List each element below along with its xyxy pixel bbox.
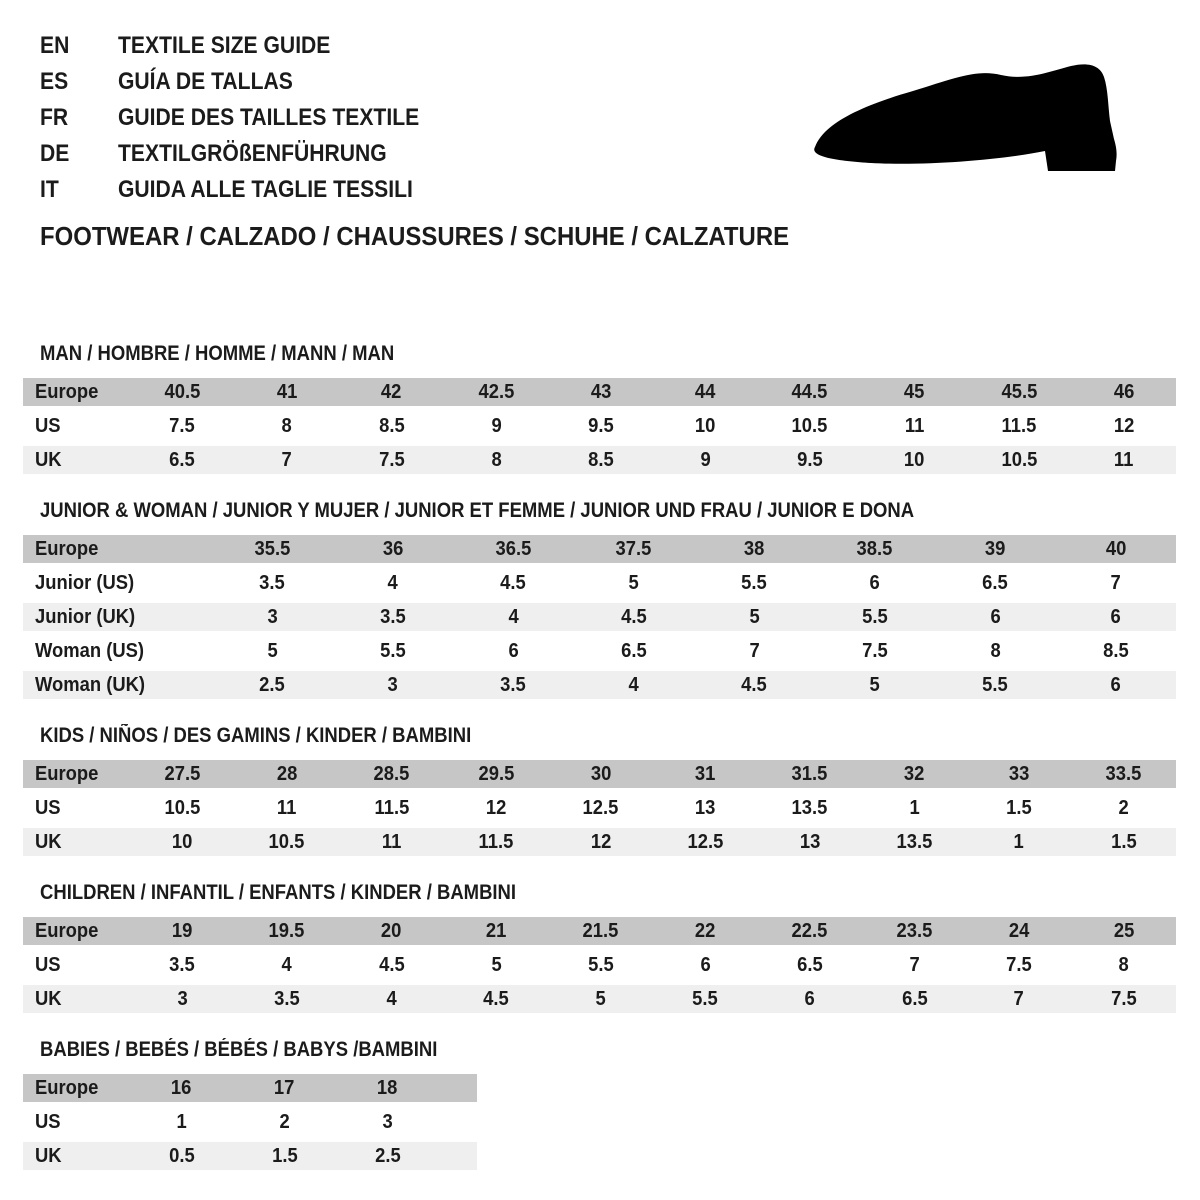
size-value-cell: 11 — [381, 830, 402, 853]
size-section-children — [23, 882, 1176, 1013]
size-value-cell: 1 — [176, 1110, 187, 1133]
size-header-cell: 41 — [276, 380, 298, 403]
size-value-cell: 7.5 — [861, 639, 888, 662]
size-value-cell: 8 — [990, 639, 1001, 662]
size-table-junior-woman — [23, 535, 1176, 699]
row-label: Europe — [35, 537, 99, 560]
size-value-cell: 6.5 — [169, 448, 196, 471]
size-value-cell: 4.5 — [741, 673, 768, 696]
row-label: Europe — [35, 919, 99, 942]
size-header-cell: 17 — [274, 1076, 295, 1099]
size-value-cell: 5.5 — [587, 953, 614, 976]
size-header-cell: 20 — [381, 919, 402, 942]
size-header-cell: 44.5 — [791, 380, 828, 403]
size-header-cell: 37.5 — [615, 537, 652, 560]
row-label: UK — [35, 987, 62, 1010]
size-value-cell: 4 — [628, 673, 639, 696]
size-value-cell: 7 — [281, 448, 293, 471]
table-row-woman-us- — [23, 637, 1176, 665]
language-label: TEXTILE SIZE GUIDE — [118, 32, 331, 59]
size-value-cell: 5 — [267, 639, 278, 662]
table-row-uk — [23, 446, 1176, 474]
row-label: Woman (US) — [35, 639, 145, 662]
size-header-cell: 45.5 — [1001, 380, 1037, 403]
size-value-cell: 8.5 — [587, 448, 614, 471]
size-value-cell: 3.5 — [169, 953, 196, 976]
size-value-cell: 1.5 — [1006, 796, 1032, 819]
size-table-man — [23, 378, 1176, 474]
size-value-cell: 6.5 — [982, 571, 1009, 594]
size-value-cell: 5 — [628, 571, 639, 594]
size-value-cell: 3.5 — [274, 987, 300, 1010]
size-value-cell: 10.5 — [1001, 448, 1037, 471]
row-label: US — [35, 1110, 61, 1133]
size-value-cell: 10.5 — [268, 830, 305, 853]
size-header-cell: 22 — [695, 919, 716, 942]
size-section-man — [23, 343, 1176, 474]
size-value-cell: 1 — [909, 796, 920, 819]
table-row-junior-us- — [23, 569, 1176, 597]
size-header-cell: 16 — [171, 1076, 192, 1099]
size-header-cell: 25 — [1113, 919, 1134, 942]
size-value-cell: 7.5 — [1110, 987, 1137, 1010]
size-value-cell: 5.5 — [982, 673, 1009, 696]
size-value-cell: 13.5 — [896, 830, 933, 853]
row-label: Junior (UK) — [35, 605, 136, 628]
section-title-junior-woman: JUNIOR & WOMAN / JUNIOR Y MUJER / JUNIOR ET FEMME / JUNIOR UND FRAU / JUNIOR E DONA — [40, 499, 915, 522]
size-table-babies — [23, 1074, 477, 1170]
size-value-cell: 3.5 — [500, 673, 527, 696]
table-row-uk — [23, 1142, 477, 1170]
language-row-it — [40, 172, 460, 208]
shoe-icon — [805, 60, 1140, 190]
size-value-cell: 10 — [904, 448, 925, 471]
size-header-cell: 40 — [1105, 537, 1126, 560]
size-value-cell: 0.5 — [168, 1144, 195, 1167]
size-value-cell: 2 — [1118, 796, 1129, 819]
size-value-cell: 7.5 — [1006, 953, 1032, 976]
size-value-cell: 8.5 — [378, 414, 405, 437]
language-label: GUIDA ALLE TAGLIE TESSILI — [118, 176, 413, 203]
size-header-cell: 38.5 — [856, 537, 893, 560]
size-value-cell: 4.5 — [483, 987, 509, 1010]
size-value-cell: 12.5 — [687, 830, 724, 853]
size-value-cell: 11.5 — [1001, 414, 1037, 437]
size-value-cell: 5.5 — [692, 987, 719, 1010]
size-header-cell: 19.5 — [268, 919, 305, 942]
size-header-cell: 33.5 — [1105, 762, 1142, 785]
size-value-cell: 10 — [172, 830, 193, 853]
size-value-cell: 1.5 — [271, 1144, 298, 1167]
language-row-de — [40, 136, 460, 172]
size-header-cell: 44 — [695, 380, 716, 403]
size-header-cell: 28 — [276, 762, 298, 785]
size-value-cell: 5 — [490, 953, 502, 976]
section-title-babies: BABIES / BEBÉS / BÉBÉS / BABYS /BAMBINI — [40, 1038, 438, 1061]
size-value-cell: 9 — [700, 448, 711, 471]
size-header-cell: 45 — [904, 380, 925, 403]
size-header-cell: 35.5 — [254, 537, 291, 560]
size-value-cell: 11.5 — [478, 830, 514, 853]
size-header-cell: 38 — [744, 537, 765, 560]
size-value-cell: 7 — [909, 953, 920, 976]
size-header-cell: 46 — [1113, 380, 1134, 403]
size-value-cell: 7 — [1013, 987, 1025, 1010]
table-row-europe — [23, 378, 1176, 406]
size-header-cell: 30 — [590, 762, 611, 785]
size-value-cell: 9.5 — [587, 414, 614, 437]
size-value-cell: 5.5 — [741, 571, 768, 594]
size-header-cell: 31.5 — [791, 762, 828, 785]
size-header-cell: 39 — [985, 537, 1006, 560]
size-value-cell: 10.5 — [164, 796, 201, 819]
size-value-cell: 12 — [485, 796, 507, 819]
size-value-cell: 6 — [869, 571, 880, 594]
size-header-cell: 28.5 — [373, 762, 410, 785]
size-value-cell: 7 — [749, 639, 760, 662]
size-header-cell: 36.5 — [495, 537, 532, 560]
size-value-cell: 12 — [590, 830, 611, 853]
size-value-cell: 11 — [1113, 448, 1134, 471]
language-row-en — [40, 28, 460, 64]
size-value-cell: 4 — [386, 987, 397, 1010]
language-code: ES — [40, 68, 69, 95]
size-value-cell: 11.5 — [374, 796, 409, 819]
size-value-cell: 5.5 — [861, 605, 888, 628]
size-value-cell: 13 — [695, 796, 716, 819]
row-label: Woman (UK) — [35, 673, 146, 696]
size-value-cell: 5.5 — [379, 639, 406, 662]
row-label: US — [35, 414, 61, 437]
size-header-cell: 18 — [377, 1076, 398, 1099]
size-header-cell: 23.5 — [896, 919, 933, 942]
table-row-uk — [23, 985, 1176, 1013]
table-row-europe — [23, 535, 1176, 563]
size-value-cell: 3.5 — [379, 605, 406, 628]
size-header-cell: 36 — [382, 537, 403, 560]
size-value-cell: 5 — [869, 673, 880, 696]
size-value-cell: 12 — [1113, 414, 1134, 437]
section-title-children: CHILDREN / INFANTIL / ENFANTS / KINDER / BAMBINI — [40, 881, 517, 904]
table-row-us — [23, 1108, 477, 1136]
size-value-cell: 6.5 — [620, 639, 647, 662]
size-value-cell: 7.5 — [169, 414, 196, 437]
size-value-cell: 5 — [749, 605, 760, 628]
size-header-cell: 40.5 — [164, 380, 201, 403]
size-value-cell: 8 — [1118, 953, 1129, 976]
size-value-cell: 4.5 — [378, 953, 405, 976]
size-value-cell: 6.5 — [797, 953, 823, 976]
size-section-babies — [23, 1039, 1176, 1170]
language-row-es — [40, 64, 460, 100]
size-value-cell: 8 — [490, 448, 502, 471]
size-value-cell: 1.5 — [1110, 830, 1137, 853]
table-row-us — [23, 951, 1176, 979]
size-header-cell: 29.5 — [478, 762, 514, 785]
table-row-us — [23, 794, 1176, 822]
size-value-cell: 13 — [799, 830, 821, 853]
row-label: US — [35, 796, 61, 819]
size-header-cell: 42.5 — [478, 380, 514, 403]
section-title-kids: KIDS / NIÑOS / DES GAMINS / KINDER / BAMBINI — [40, 724, 472, 747]
table-row-europe — [23, 917, 1176, 945]
size-value-cell: 3 — [382, 1110, 393, 1133]
size-value-cell: 7 — [1110, 571, 1121, 594]
size-value-cell: 3 — [177, 987, 188, 1010]
size-value-cell: 2 — [279, 1110, 290, 1133]
size-value-cell: 5 — [595, 987, 606, 1010]
size-value-cell: 6.5 — [901, 987, 928, 1010]
size-header-cell: 21.5 — [582, 919, 619, 942]
row-label: UK — [35, 830, 62, 853]
table-row-europe — [23, 760, 1176, 788]
language-row-fr — [40, 100, 460, 136]
size-value-cell: 3 — [267, 605, 278, 628]
language-label: GUÍA DE TALLAS — [118, 68, 293, 95]
size-header-cell: 22.5 — [791, 919, 828, 942]
size-table-children — [23, 917, 1176, 1013]
size-header-cell: 42 — [381, 380, 402, 403]
table-row-europe — [23, 1074, 477, 1102]
size-value-cell: 11 — [277, 796, 297, 819]
size-value-cell: 4 — [387, 571, 398, 594]
size-header-cell: 21 — [485, 919, 507, 942]
size-value-cell: 11 — [904, 414, 925, 437]
row-label: Junior (US) — [35, 571, 135, 594]
table-row-junior-uk- — [23, 603, 1176, 631]
size-value-cell: 6 — [804, 987, 815, 1010]
size-value-cell: 4 — [508, 605, 519, 628]
size-value-cell: 10.5 — [791, 414, 828, 437]
category-line: FOOTWEAR / CALZADO / CHAUSSURES / SCHUHE / CALZATURE — [40, 221, 790, 251]
size-header-cell: 43 — [590, 380, 611, 403]
size-value-cell: 4.5 — [620, 605, 647, 628]
size-value-cell: 2.5 — [259, 673, 286, 696]
row-label: US — [35, 953, 61, 976]
size-value-cell: 6 — [700, 953, 711, 976]
size-value-cell: 3 — [387, 673, 398, 696]
row-label: UK — [35, 448, 62, 471]
table-row-us — [23, 412, 1176, 440]
row-label: UK — [35, 1144, 62, 1167]
size-value-cell: 12.5 — [582, 796, 619, 819]
size-value-cell: 3.5 — [259, 571, 286, 594]
table-row-woman-uk- — [23, 671, 1176, 699]
section-title-man: MAN / HOMBRE / HOMME / MANN / MAN — [40, 342, 395, 365]
row-label: Europe — [35, 762, 99, 785]
size-value-cell: 8.5 — [1102, 639, 1129, 662]
size-value-cell: 4 — [281, 953, 293, 976]
size-header-cell: 27.5 — [164, 762, 201, 785]
language-code: DE — [40, 140, 70, 167]
language-code: EN — [40, 32, 70, 59]
size-header-cell: 24 — [1008, 919, 1030, 942]
size-value-cell: 10 — [695, 414, 716, 437]
size-header-cell: 32 — [904, 762, 925, 785]
size-value-cell: 8 — [281, 414, 293, 437]
language-code: FR — [40, 104, 69, 131]
row-label: Europe — [35, 1076, 99, 1099]
language-label: GUIDE DES TAILLES TEXTILE — [118, 104, 420, 131]
size-section-kids — [23, 725, 1176, 856]
size-tables — [23, 343, 1176, 1170]
size-value-cell: 6 — [990, 605, 1001, 628]
size-value-cell: 6 — [508, 639, 519, 662]
size-header-cell: 33 — [1008, 762, 1030, 785]
size-value-cell: 4.5 — [500, 571, 527, 594]
size-value-cell: 9.5 — [797, 448, 823, 471]
size-value-cell: 1 — [1013, 830, 1025, 853]
table-row-uk — [23, 828, 1176, 856]
size-header-cell: 31 — [695, 762, 716, 785]
size-header-cell: 19 — [172, 919, 193, 942]
size-section-junior-woman — [23, 500, 1176, 699]
language-label: TEXTILGRÖßENFÜHRUNG — [118, 140, 387, 167]
language-list — [40, 28, 460, 208]
size-value-cell: 2.5 — [374, 1144, 401, 1167]
size-value-cell: 6 — [1110, 605, 1121, 628]
size-table-kids — [23, 760, 1176, 856]
size-value-cell: 7.5 — [378, 448, 405, 471]
size-value-cell: 13.5 — [791, 796, 828, 819]
row-label: Europe — [35, 380, 99, 403]
size-value-cell: 6 — [1110, 673, 1121, 696]
language-code: IT — [40, 176, 59, 203]
size-value-cell: 9 — [490, 414, 502, 437]
